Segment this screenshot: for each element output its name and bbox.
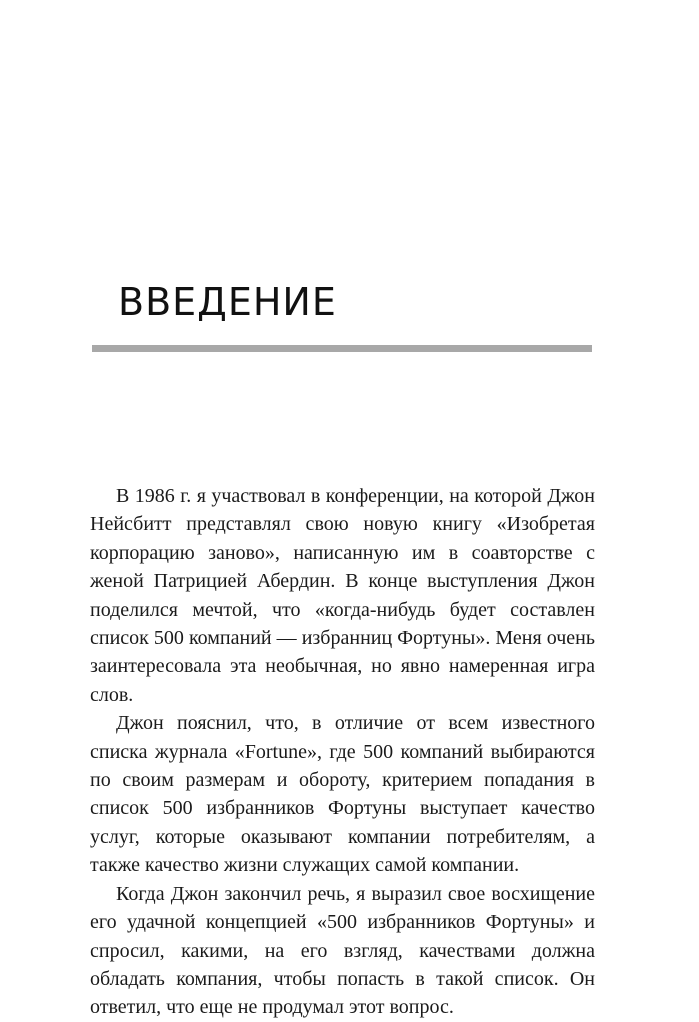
paragraph-1: В 1986 г. я участвовал в конференции, на которой Джон Нейсбитт представлял свою новую книгу «Изобретая корпорацию заново», написанную им в соавторстве с женой Патрицией Абердин. В конце выступления Джон поделился мечтой, что «когда-нибудь будет составлен список 500 компаний — избранниц Фортуны». Меня очень заинтересовала эта необычная, но явно намеренная игра слов. bbox=[90, 485, 595, 706]
paragraph-3: Когда Джон закончил речь, я выразил свое восхищение его удачной концепцией «500 избранников Фортуны» и спросил, какими, на его взгляд, качествами должна обладать компания, чтобы попасть в такой список. Он ответил, что еще не продумал этот вопрос. bbox=[90, 882, 595, 1019]
paragraph-2: Джон пояснил, что, в отличие от всем известного списка журнала «Fortune», где 500 компаний выбираются по своим размерам и обороту, критерием попадания в список 500 избранников Фортуны выступает качество услуг, которые оказывают компании потребителям, а также качество жизни служащих самой компании. bbox=[90, 712, 595, 877]
body-text bbox=[90, 482, 595, 1022]
chapter-title: ВВЕДЕНИЕ bbox=[118, 280, 337, 324]
title-divider bbox=[92, 345, 592, 352]
